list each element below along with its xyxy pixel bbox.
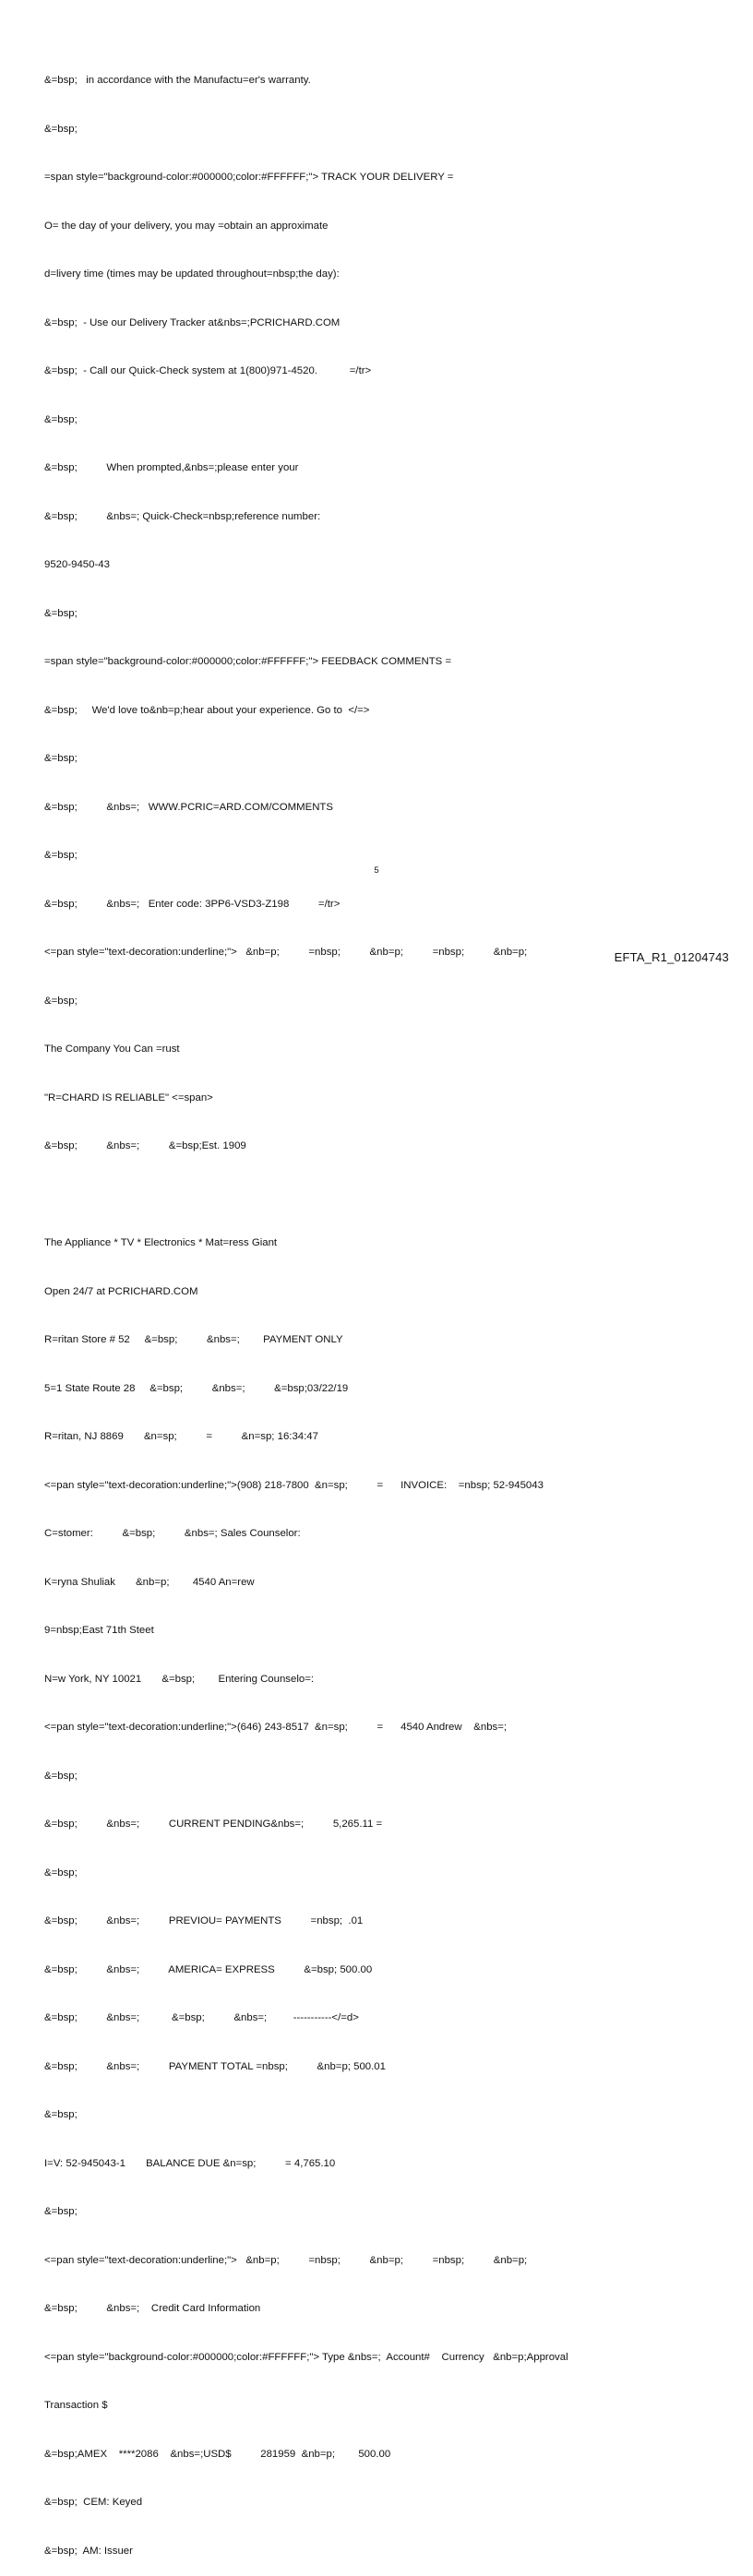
text-line: &=bsp; &nbs=; Quick-Check=nbsp;reference number: <box>44 510 321 522</box>
blank-line <box>44 1187 727 1204</box>
text-line: &=bsp; We'd love to&nb=p;hear about your experience. Go to </=> <box>44 704 370 716</box>
text-line: &=bsp; &nbs=; &=bsp;Est. 1909 <box>44 1140 246 1151</box>
text-line: K=ryna Shuliak &nb=p; 4540 An=rew <box>44 1576 255 1588</box>
text-line: &=bsp; CEM: Keyed <box>44 2497 143 2508</box>
text-line: &=bsp; &nbs=; PAYMENT TOTAL =nbsp; &nb=p; 500.01 <box>44 2060 386 2072</box>
text-line: &=bsp; &nbs=; Credit Card Information <box>44 2303 261 2314</box>
text-line: &=bsp; <box>44 123 78 135</box>
document-id: EFTA_R1_01204743 <box>614 950 729 964</box>
text-line: <=pan style="text-decoration:underline;"> &nb=p; =nbsp; &nb=p; =nbsp; &nb=p; <box>44 947 528 958</box>
text-line: The Appliance * TV * Electronics * Mat=ress Giant <box>44 1237 278 1248</box>
text-line: <=pan style="text-decoration:underline;"> &nb=p; =nbsp; &nb=p; =nbsp; &nb=p; <box>44 2254 528 2266</box>
text-line: =span style="background-color:#000000;color:#FFFFFF;"> FEEDBACK COMMENTS = <box>44 656 452 667</box>
text-line: Open 24/7 at PCRICHARD.COM <box>44 1285 198 1297</box>
text-line: =span style="background-color:#000000;color:#FFFFFF;"> TRACK YOUR DELIVERY = <box>44 172 454 183</box>
text-line: &=bsp; <box>44 413 78 425</box>
text-line: R=ritan, NJ 8869 &n=sp; = &n=sp; 16:34:47 <box>44 1431 318 1442</box>
text-line: &=bsp; &nbs=; PREVIOU= PAYMENTS =nbsp; .01 <box>44 1915 364 1926</box>
text-line: &=bsp; in accordance with the Manufactu=er's warranty. <box>44 75 311 86</box>
text-line: &=bsp; <box>44 2109 78 2120</box>
text-line: 9520-9450-43 <box>44 559 110 570</box>
text-line: &=bsp; When prompted,&nbs=;please enter your <box>44 462 299 473</box>
text-line: &=bsp; &nbs=; &=bsp; &nbs=; -----------</=d> <box>44 2012 359 2023</box>
page-number: 5 <box>374 865 379 876</box>
text-line: R=ritan Store # 52 &=bsp; &nbs=; PAYMENT ONLY <box>44 1334 343 1345</box>
text-line: &=bsp;AMEX ****2086 &nbs=;USD$ 281959 &nb=p; 500.00 <box>44 2448 391 2460</box>
text-line: The Company You Can =rust <box>44 1044 180 1055</box>
text-line: d=livery time (times may be updated throughout=nbsp;the day): <box>44 268 340 280</box>
text-line: &=bsp; <box>44 1770 78 1782</box>
text-line: C=stomer: &=bsp; &nbs=; Sales Counselor: <box>44 1528 301 1539</box>
text-line: &=bsp; &nbs=; CURRENT PENDING&nbs=; 5,265.11 = <box>44 1819 383 1830</box>
text-line: &=bsp; <box>44 753 78 764</box>
text-line: <=pan style="text-decoration:underline;">(908) 218-7800 &n=sp; = INVOICE: =nbsp; 52-945043 <box>44 1479 544 1491</box>
text-line: &=bsp; <box>44 850 78 861</box>
text-line: <=pan style="background-color:#000000;color:#FFFFFF;"> Type &nbs=; Account# Currency &nb=p;Approval <box>44 2351 568 2363</box>
text-line: &=bsp; <box>44 2206 78 2217</box>
text-line: &=bsp; &nbs=; WWW.PCRIC=ARD.COM/COMMENTS <box>44 801 333 813</box>
text-line: I=V: 52-945043-1 BALANCE DUE &n=sp; = 4,765.10 <box>44 2157 336 2169</box>
text-line: 5=1 State Route 28 &=bsp; &nbs=; &=bsp;03/22/19 <box>44 1382 349 1394</box>
text-line: O= the day of your delivery, you may =obtain an approximate <box>44 220 329 232</box>
text-line: &=bsp; - Call our Quick-Check system at 1(800)971-4520. =/tr> <box>44 365 372 376</box>
text-line: N=w York, NY 10021 &=bsp; Entering Counselo=: <box>44 1673 315 1685</box>
text-line: &=bsp; <box>44 607 78 619</box>
text-line: &=bsp; &nbs=; AMERICA= EXPRESS &=bsp; 500.00 <box>44 1963 373 1975</box>
text-line: <=pan style="text-decoration:underline;">(646) 243-8517 &n=sp; = 4540 Andrew &nbs=; <box>44 1722 508 1733</box>
text-line: &=bsp; <box>44 995 78 1007</box>
text-line: &=bsp; AM: Issuer <box>44 2545 133 2557</box>
text-line: &=bsp; - Use our Delivery Tracker at&nbs=;PCRICHARD.COM <box>44 316 341 328</box>
text-line: Transaction $ <box>44 2400 108 2411</box>
text-line: &=bsp; &nbs=; Enter code: 3PP6-VSD3-Z198 =/tr> <box>44 898 341 910</box>
text-line: "R=CHARD IS RELIABLE" <=span> <box>44 1091 213 1103</box>
email-body-text <box>44 41 727 2576</box>
text-line: &=bsp; <box>44 1866 78 1878</box>
text-line: 9=nbsp;East 71th Steet <box>44 1625 154 1636</box>
